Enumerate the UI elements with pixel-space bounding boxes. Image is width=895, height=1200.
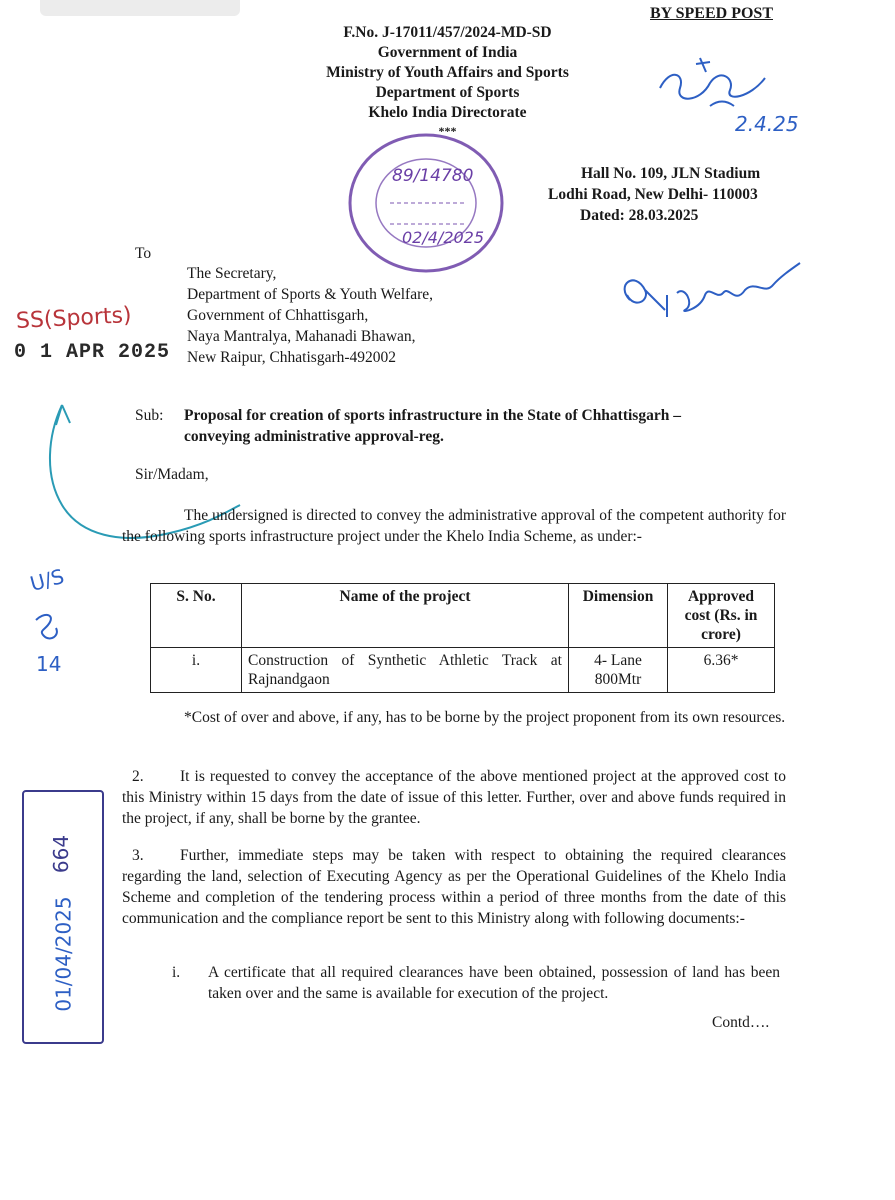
vertical-stamp-date: 01/04/2025	[51, 896, 76, 1012]
paragraph-1: The undersigned is directed to convey the administrative approval of the competent authority for the following sports infrastructure project under the Khelo India Scheme, as under:-	[122, 507, 786, 545]
recipient-line-2: Department of Sports & Youth Welfare,	[187, 286, 434, 303]
project-table	[150, 583, 775, 693]
cell-sno: i.	[151, 648, 242, 693]
paragraph-2: It is requested to convey the acceptance of the above mentioned project at the approved cost to this Ministry within 15 days from the date of issue of this letter. Further, over and above funds required in the project, if any, shall be borne by the grantee.	[122, 768, 786, 827]
header-sno: S. No.	[151, 584, 242, 648]
to-label: To	[135, 245, 152, 262]
footnote: *Cost of over and above, if any, has to be borne by the project proponent from its own resources.	[184, 709, 786, 726]
item-i-text: A certificate that all required clearances have been obtained, possession of land has been taken over and the same is available for execution of the project.	[208, 964, 780, 1002]
subject-line-1: Proposal for creation of sports infrastructure in the State of Chhattisgarh –	[184, 407, 681, 424]
header-directorate: Khelo India Directorate	[368, 104, 527, 121]
table-header-row	[151, 584, 775, 648]
salutation: Sir/Madam,	[135, 466, 209, 483]
header-project: Name of the project	[242, 584, 569, 648]
recipient-line-1: The Secretary,	[187, 265, 277, 282]
paragraph-3-number: 3.	[132, 847, 144, 864]
dated-label: Dated:	[580, 207, 625, 224]
inward-stamp-graphic	[340, 128, 520, 278]
hand-date: 2.4.25	[735, 112, 799, 136]
received-date-stamp: 0 1 APR 2025	[14, 341, 171, 364]
table-row	[151, 648, 775, 693]
item-i-number: i.	[172, 964, 181, 981]
vertical-stamp-number: 664	[49, 834, 74, 874]
subject-line-2: conveying administrative approval-reg.	[184, 428, 444, 445]
cell-dimension: 4- Lane 800Mtr	[569, 648, 668, 693]
file-number: F.No. J-17011/457/2024-MD-SD	[343, 24, 552, 41]
header-cost: Approved cost (Rs. in crore)	[668, 584, 775, 648]
margin-scribble	[30, 608, 70, 653]
header-stars: ***	[438, 124, 457, 138]
cell-project: Construction of Synthetic Athletic Track at Rajnandgaon	[242, 648, 569, 693]
recipient-line-3: Government of Chhattisgarh,	[187, 307, 369, 324]
paragraph-3: Further, immediate steps may be taken with respect to obtaining the required clearances regarding the land, selection of Executing Agency as per the Operational Guidelines of the Khelo India Scheme and completion of the tendering process within a period of three months from the date of this communication and the compliance report be sent to this Ministry along with following documents:-	[122, 847, 786, 927]
stamp-number: 89/14780	[392, 166, 474, 186]
cell-cost: 6.36*	[668, 648, 775, 693]
stamp-date: 02/4/2025	[402, 228, 485, 247]
ss-sports-note: SS(Sports)	[15, 302, 133, 335]
dated-value: 28.03.2025	[628, 207, 699, 224]
dated-line	[580, 205, 698, 226]
recipient-line-4: Naya Mantralya, Mahanadi Bhawan,	[187, 328, 416, 345]
address-line-1: Hall No. 109, JLN Stadium	[581, 165, 761, 182]
handwritten-initials	[605, 255, 805, 335]
recipient-line-5: New Raipur, Chhatisgarh-492002	[187, 349, 397, 366]
speed-post-label: BY SPEED POST	[650, 5, 773, 22]
address-line-2: Lodhi Road, New Delhi- 110003	[548, 186, 758, 203]
header-dimension: Dimension	[569, 584, 668, 648]
paragraph-2-number: 2.	[132, 768, 144, 785]
vertical-inward-stamp	[22, 790, 104, 1044]
top-strip	[40, 0, 240, 16]
contd-label: Contd….	[712, 1014, 770, 1031]
inward-stamp	[340, 128, 520, 278]
header-government: Government of India	[377, 44, 518, 61]
header-ministry: Ministry of Youth Affairs and Sports	[326, 64, 569, 81]
subject-label: Sub:	[135, 407, 164, 424]
margin-note-us: U/S	[27, 563, 67, 597]
margin-note-14: 14	[36, 652, 62, 676]
header-department: Department of Sports	[375, 84, 520, 101]
